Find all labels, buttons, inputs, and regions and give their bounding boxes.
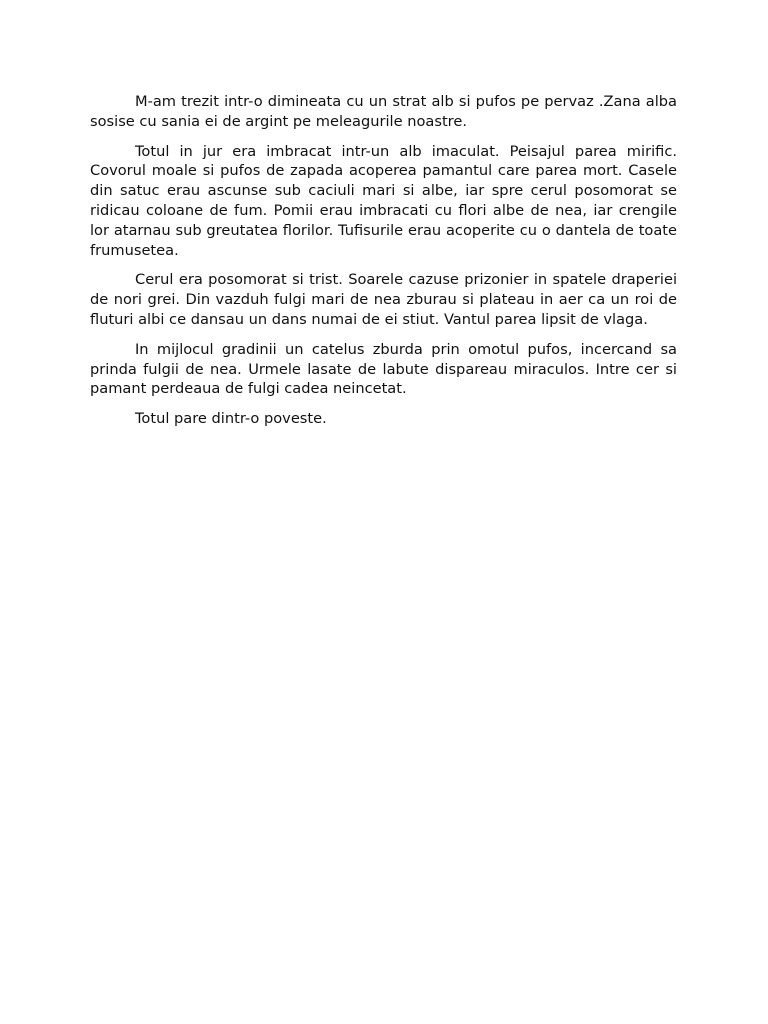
paragraph-2: Totul in jur era imbracat intr-un alb imaculat. Peisajul parea mirific. Covorul moale si pufos de zapada acoperea pamantul care parea mort. Casele din satuc erau ascunse sub caciuli mari si albe, iar spre cerul posomorat se ridicau coloane de fum. Pomii erau imbracati cu flori albe de nea, iar crengile lor atarnau sub greutatea florilor. Tufisurile erau acoperite cu o dantela de toate frumusetea. <box>90 142 677 259</box>
paragraph-5: Totul pare dintr-o poveste. <box>135 410 327 428</box>
paragraph-4: In mijlocul gradinii un catelus zburda prin omotul pufos, incercand sa prinda fulgii de nea. Urmele lasate de labute dispareau miraculos. Intre cer si pamant perdeaua de fulgi cadea neincetat. <box>90 340 677 398</box>
document-body <box>90 92 677 429</box>
paragraph-3: Cerul era posomorat si trist. Soarele cazuse prizonier in spatele draperiei de nori grei. Din vazduh fulgi mari de nea zburau si plateau in aer ca un roi de fluturi albi ce dansau un dans numai de ei stiut. Vantul parea lipsit de vlaga. <box>90 271 677 328</box>
paragraph-1: M-am trezit intr-o dimineata cu un strat alb si pufos pe pervaz .Zana alba sosise cu sania ei de argint pe meleagurile noastre. <box>90 93 677 130</box>
